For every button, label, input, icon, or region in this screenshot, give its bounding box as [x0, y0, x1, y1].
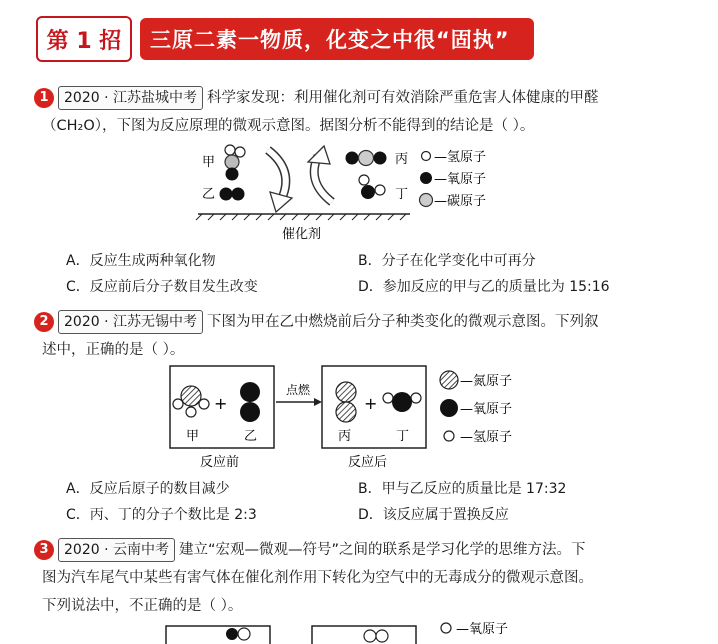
catalyst-label: 催化剂	[282, 227, 322, 242]
legend-item: —氢原子	[434, 150, 487, 165]
before-box	[166, 626, 270, 644]
option-d[interactable]: D．该反应属于置换反应	[358, 507, 509, 523]
exam-source-tag: 2020 · 江苏盐城中考	[58, 86, 203, 110]
question-number: 1	[34, 88, 54, 108]
plus-sign: +	[364, 394, 378, 413]
label-bing: 丙	[395, 152, 409, 167]
question-number: 2	[34, 312, 54, 332]
label-ding: 丁	[396, 429, 410, 444]
option-a[interactable]: A．反应后原子的数目减少	[66, 481, 230, 497]
label-jia: 甲	[186, 429, 200, 444]
exam-source-tag: 2020 · 云南中考	[58, 538, 175, 562]
carbon-atom-icon	[420, 194, 433, 207]
question-text: 下图为甲在乙中燃烧前后分子种类变化的微观示意图。下列叙	[206, 314, 599, 330]
legend-item: —碳原子	[434, 194, 487, 209]
question-1	[34, 84, 684, 140]
curved-arrow-left	[268, 150, 292, 212]
q1-reaction-diagram	[190, 140, 530, 248]
question-text: 建立“宏观—微观—符号”之间的联系是学习化学的思维方法。下	[178, 542, 586, 558]
option-c[interactable]: C．丙、丁的分子个数比是 2:3	[66, 507, 257, 523]
option-d[interactable]: D．参加反应的甲与乙的质量比为 15:16	[358, 279, 610, 295]
question-text: （CH₂O），下图为反应原理的微观示意图。据图分析不能得到的结论是（ ）。	[42, 118, 535, 134]
legend-item: —氮原子	[460, 374, 513, 389]
label-jia: 甲	[202, 155, 216, 170]
hydrogen-atom-icon	[422, 152, 431, 161]
after-label: 反应后	[348, 455, 388, 470]
section-title: 三原二素一物质，化变之中很“固执”	[140, 18, 534, 60]
legend-item: —氧原子	[460, 402, 513, 417]
question-text: 下列说法中，不正确的是（ ）。	[42, 598, 243, 614]
nitrogen-atom-icon	[440, 371, 458, 389]
arrow-head-icon	[314, 398, 322, 406]
q2-reaction-diagram	[164, 362, 544, 472]
oxygen-atom-icon	[440, 399, 458, 417]
molecule-yi	[220, 188, 245, 201]
arrow-label: 点燃	[286, 383, 311, 397]
question-3	[34, 536, 704, 620]
option-c[interactable]: C．反应前后分子数目发生改变	[66, 279, 258, 295]
oxygen-atom-icon	[441, 623, 451, 633]
q3-reaction-diagram-partial	[160, 616, 560, 644]
legend-item: —氢原子	[460, 430, 513, 445]
catalyst-hatching	[196, 214, 406, 220]
molecule-bing	[346, 151, 387, 166]
question-text: 科学家发现：利用催化剂可有效消除严重危害人体健康的甲醛	[206, 90, 599, 106]
option-a[interactable]: A．反应生成两种氧化物	[66, 253, 216, 269]
molecule-ding	[359, 175, 385, 199]
question-text: 图为汽车尾气中某些有害气体在催化剂作用下转化为空气中的无毒成分的微观示意图。	[42, 570, 593, 586]
molecule-jia	[225, 145, 245, 181]
option-b[interactable]: B．分子在化学变化中可再分	[358, 253, 536, 269]
question-2	[34, 308, 694, 364]
label-yi: 乙	[202, 187, 216, 202]
label-yi: 乙	[244, 429, 258, 444]
legend-item: —氧原子	[456, 622, 509, 637]
exam-source-tag: 2020 · 江苏无锡中考	[58, 310, 203, 334]
before-label: 反应前	[200, 455, 240, 470]
tip-badge: 第 1 招	[36, 16, 132, 62]
hydrogen-atom-icon	[444, 431, 454, 441]
section-header	[36, 16, 534, 62]
label-bing: 丙	[338, 429, 352, 444]
question-number: 3	[34, 540, 54, 560]
oxygen-atom-icon	[420, 172, 432, 184]
legend-item: —氧原子	[434, 172, 487, 187]
curved-arrow-right	[308, 146, 332, 202]
option-b[interactable]: B．甲与乙反应的质量比是 17:32	[358, 481, 567, 497]
plus-sign: +	[214, 394, 228, 413]
label-ding: 丁	[395, 187, 409, 202]
question-text: 述中，正确的是（ ）。	[42, 342, 185, 358]
